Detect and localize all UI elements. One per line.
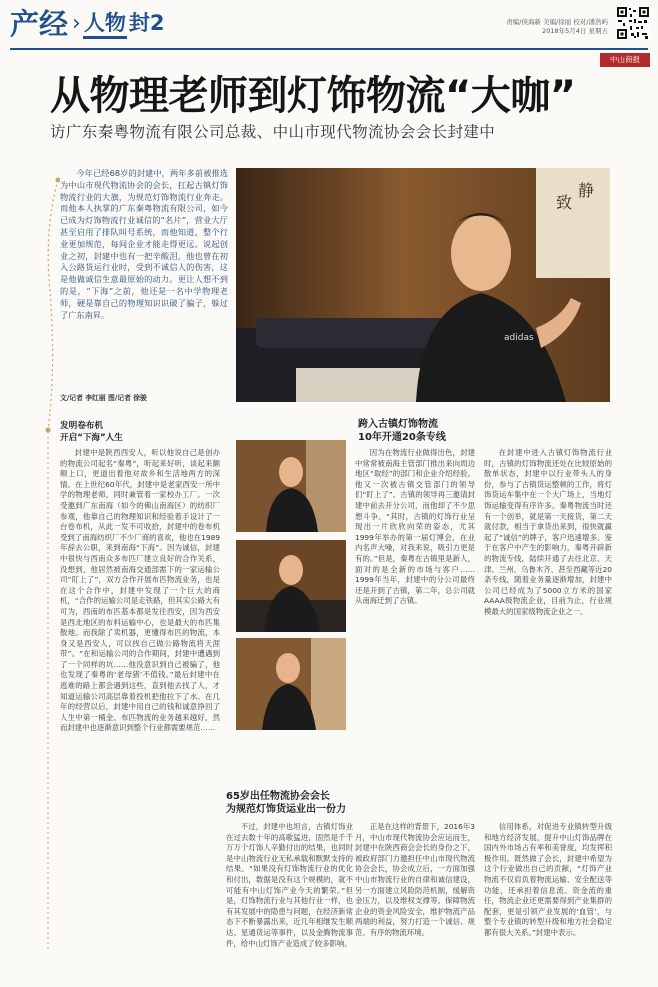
- section-3-col-c: [484, 822, 612, 972]
- section-3-body-c: 信用体系，对促进专业镇转型升级和地方经济发展，提升中山灯饰品牌在国内外市场占有率和美誉度，均发挥积极作用。既然做了会长，封建中希望为这个行业做出自己的贡献，“灯饰产业物流不仅肩负着物流运输、安全配送等功能，还承担着信息流、资金流的重任，物流企业还更需要得到产业集群的配套，更是引领产业发展的‘血管’，与整个专业镇的转型升级和地方社会稳定都有很大关系。”封建中表示。: [484, 822, 612, 937]
- section-1: [60, 420, 220, 987]
- thumbnail-photo-1: [236, 440, 346, 532]
- newspaper-logo: 中山商报: [600, 53, 650, 67]
- section-title: [10, 6, 164, 42]
- section-3-heading: [226, 790, 476, 816]
- svg-text:静: 静: [578, 181, 595, 200]
- headline: 从物理老师到灯饰物流“大咖”: [50, 73, 576, 119]
- subheadline: 访广东秦粤物流有限公司总裁、中山市现代物流协会会长封建中: [50, 123, 496, 141]
- section-3-body-b: 正是在这样的背景下，2016年3月，中山市现代物流协会应运而生，封建中在陕西商会会长的身份之下，被政府部门力邀担任中山市现代物流协会会长，协会成立后，一方面加强中山市物流行业的自律和诚信建设，另一方面建立风险防范机制，缓解资金压力，以及维权支撑等。保障物流企业的资金风险安全，维护物流产品两端的利益，努力打造一个诚信、规范、有序的物流环境。: [355, 822, 475, 937]
- section-2-col-b: [484, 448, 612, 778]
- section-1-heading-2: 开启“下海”人生: [60, 433, 123, 443]
- section-3-col-b: [355, 822, 475, 972]
- section-2-body-a: 因为在物流行业做得出色，封建中常常被南海主管部门推出来向周边地区“取经”的部门和企业介绍经验。他又一次被古镇交管部门的领导们“盯上了”。古镇的领导再三邀请封建中前去开分公司，而他却了不少思想斗争。“其时，古镇的灯饰行业呈现出一片欣欣向荣的姿态，尤其1999年举办的第一届灯博会，在业内名声大噪，对我来说，吸引力更是有的。”但是，秦粤在古镇里是新人，面对的是全新的市场与客户……1999年当年，封建中的分公司最终还是开到了古镇，第二年，总公司就从南海迁到了古镇。: [355, 448, 475, 606]
- masthead-rule: [10, 48, 648, 50]
- svg-text:致: 致: [556, 193, 573, 212]
- thumbnail-photo-2: [236, 540, 346, 632]
- section-3-heading-2: 为规范灯饰货运业出一份力: [226, 804, 346, 815]
- editor-credits: 责编/侯海新 美编/徐丽 校对/潘浩屿: [506, 18, 608, 26]
- page-meta: [506, 18, 608, 36]
- subsection: [83, 10, 165, 39]
- main-photo: [236, 168, 610, 402]
- section-3-heading-1: 65岁出任物流协会会长: [226, 791, 330, 802]
- dotted-guide-line: [38, 170, 60, 960]
- masthead: [0, 0, 658, 50]
- intro-block: [60, 168, 228, 321]
- chevron-right-icon: ›: [72, 11, 81, 36]
- section-1-heading-1: 发明卷布机: [60, 421, 103, 431]
- section-1-body: 封建中是陕西西安人，听以他说自己是创办的物流公司起名“秦粤”，听起来好听，谈起来颇顺上口，更道出着他对故乡和生活地两方的深情。在上世纪60年代，封建中是老家西安一所中学的物理老师，同时兼管着一家校办工厂。一次受邀到广东南海（如今的佛山南海区）的纺织厂参观，他靠自己的物理知识和经验着手设计了一台卷布机，从此一发不可收拾，封建中的卷布机受到了南海纺织厂不少厂商的喜欢，他也在1989年辞去公职，来到南海“下海”。因为诚信，封建中很快与西南众多布匹厂建立良好的合作关系，没想到，他居然被南海交通部需下的一家运输公司“盯上了”，双方合作开展布匹物流业务，也是在这个合作中，封建中发现了一个巨大的商机，“合作的运输公司是走铁路，但其实公路大有可为，西南的布匹基本都是发往西安，因为西安是西北地区的布料运输中心，也是最大的布匹集散地。而我除了卖机器，更懂得布匹的物流，本身又是西安人，可以找自己做公路物流将天涯带”。“在和运输公司的合作期间，封建中遭遇到了一个同样的坑……他没意识到自己被骗了，他也发现了秦粤的‘老母猪’不值钱。”最后封建中在逃难的路上都会遇到这些，直到他去找了人，才知道运输公司高层靠着投机把他拉下了水。在几年的经营以后，封建中用自己的钱和诚意挣回了人生中第一桶金。布匹物流的业务越来越好，然而封建中也逐渐意识到整个行业都需要规范……: [60, 448, 220, 733]
- section-2-heading-1: 跨入古镇灯饰物流: [358, 419, 438, 430]
- section-3-col-a: [226, 822, 353, 972]
- subsection-page: 封2: [128, 10, 165, 35]
- section-2-heading: [358, 418, 558, 444]
- section-2-col-a: [355, 448, 475, 778]
- section-2-body-b: 在封建中进入古镇灯饰物流行业时，古镇的灯饰物流还处在比较原始的散单状态，封建中以行业带头人的身份，参与了古镇货运整顿的工作，将灯饰货运车集中在一个大广场上，当地灯饰运输变得有序许多。秦粤物流当时还有一个创举，就是第一天接货，第二天就付款，相当于拿货出来到，很快就赢起了“诚信”的牌子，客户迅速增多。鉴于在客户中产生的影响力，秦粤开辟新的物流专线，陆续开通了去往北京、天津、兰州、乌鲁木齐、甚至西藏等近20条专线，随着业务量逐渐增加，封建中公司已经成为了5000立方米的国家AAAA级物流企业，目前为止，行业规模最大的国家级物流企业之一。: [484, 448, 612, 616]
- intro-text: 今年已经68岁的封建中，两年多前被推选为中山市现代物流协会的会长，扛起古镇灯饰物流行业的大旗，为规范灯饰物流行业奔走。而他本人执掌的广东秦粤物流有限公司，如今已成为灯饰物流行业诚信的“名片”，营业大厅甚至启用了排队叫号系统，而他知道，整个行业更加规范，每间企业才能走得更远。说起创业之初，封建中也有一把辛酸泪，他也曾在初入公路货运行业时，受到不诚信人的伤害，这是他做诚信生意最原始的动力。更让人想不到的是，“下海”之前，他还是一名中学物理老师，硬是靠自己的物理知识识破了骗子，躲过了广东南昇。: [60, 168, 228, 320]
- section-2-heading-2: 10年开通20条专线: [358, 432, 446, 443]
- svg-text:adidas: adidas: [504, 333, 534, 343]
- issue-date: 2018年5月4日 星期五: [542, 27, 608, 35]
- byline: 文/记者 李红丽 图/记者 徐骏: [60, 394, 147, 402]
- qr-code-icon[interactable]: [616, 6, 650, 40]
- section-name: 产经: [10, 7, 69, 41]
- thumbnail-photo-3: [236, 638, 346, 730]
- subsection-highlight: 人物: [83, 10, 127, 39]
- section-3-body-a: 不过，封建中也坦言，古镇灯饰业在过去数十年的高歌猛进，固然是千千万万个灯饰人辛勤付出的结果，也同时是中山物流行业无私承载和默默支持的结果。“如果没有灯饰物流行业的优化和付出，数据是没有这个规模的，就不可能有中山灯饰产业今天的繁荣。”但是，灯饰物流行业与其他行业一样，也有其发展中的隐患与问题，在经济新常态下不断暴露出来，近几年相继发生顺达、星通货运等事件，以及金腾物流事件，给中山灯饰产业造成了较多影响。: [226, 822, 353, 948]
